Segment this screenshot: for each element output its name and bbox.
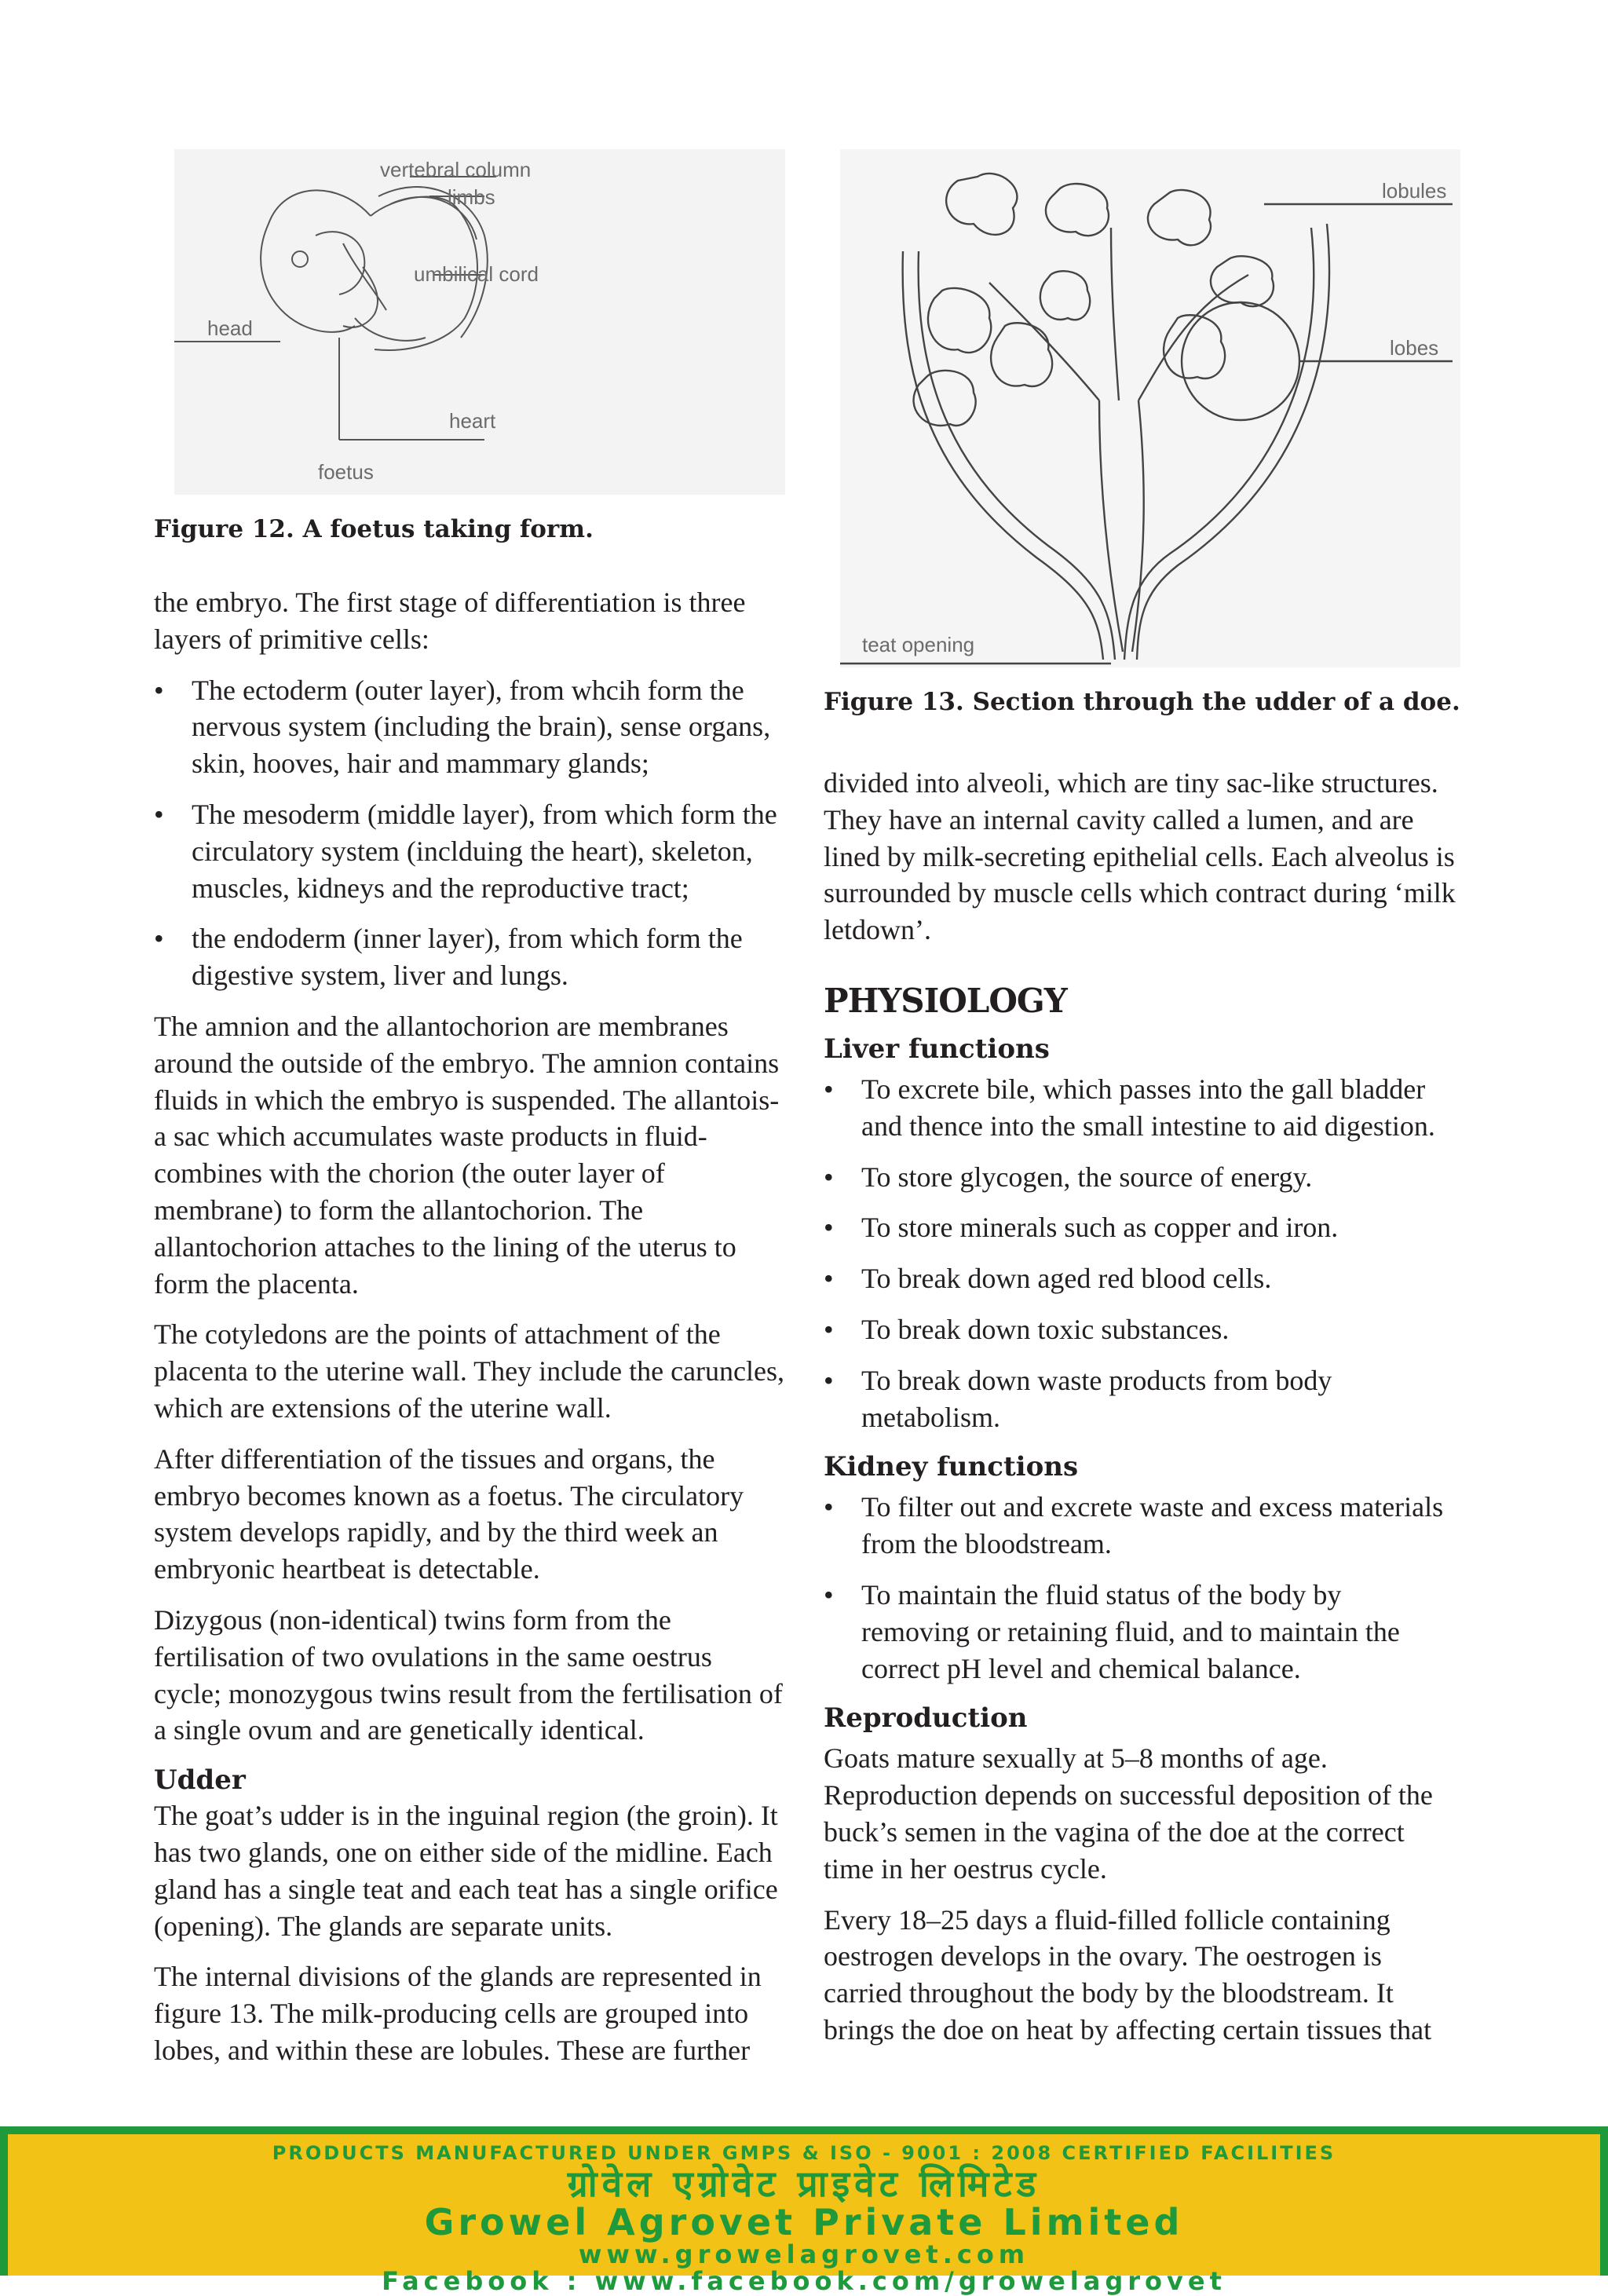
figure-13-udder-diagram	[840, 149, 1460, 667]
company-name: Growel Agrovet Private Limited	[424, 2201, 1184, 2243]
udder-illustration	[840, 149, 1460, 667]
figure-12-foetus-diagram	[174, 149, 785, 495]
paragraph: Every 18–25 days a fluid-filled follicle containing oestrogen develops in the ovary. The oestrogen is carried throughout the body by the bloodstream. It brings the doe on heat by affecting certain tissues that	[824, 1903, 1432, 2046]
list-item	[824, 1260, 1456, 1297]
label-umbilical-cord: umbilical cord	[414, 262, 539, 286]
bullet-icon: •	[824, 1491, 834, 1523]
certification-line: PRODUCTS MANUFACTURED UNDER GMPS & ISO - 9001 : 2008 CERTIFIED FACILITIES	[272, 2142, 1336, 2164]
label-lobes: lobes	[1390, 336, 1439, 360]
list-item-text: To maintain the fluid status of the body by removing or retaining fluid, and to maintain the correct pH level and chemical balance.	[861, 1578, 1400, 1684]
list-item	[824, 1577, 1456, 1687]
paragraph: After differentiation of the tissues and organs, the embryo becomes known as a foetus. The circulatory system develops rapidly, and by the third week an embryonic heartbeat is detectable.	[154, 1442, 744, 1585]
label-limbs: limbs	[448, 185, 495, 209]
bullet-icon: •	[154, 923, 164, 955]
list-item	[154, 796, 786, 906]
bullet-icon: •	[154, 798, 164, 830]
list-item	[154, 672, 786, 782]
paragraph: divided into alveoli, which are tiny sac-like structures. They have an internal cavity called a lumen, and are lined by milk-secreting epithelial cells. Each alveolus is surrounded by muscle cells which contract during ‘milk letdown’.	[824, 767, 1456, 946]
website-link[interactable]: www.growelagrovet.com	[578, 2239, 1030, 2269]
udder-heading: Udder	[154, 1764, 246, 1797]
list-item	[824, 1311, 1456, 1348]
bullet-icon: •	[824, 1161, 834, 1193]
list-item	[824, 1071, 1456, 1145]
paragraph: The internal divisions of the glands are represented in figure 13. The milk-producing cells are grouped into lobes, and within these are lobules. These are further	[154, 1961, 762, 2066]
list-item-text: To break down aged red blood cells.	[861, 1263, 1272, 1295]
list-item	[824, 1209, 1456, 1246]
paragraph: Dizygous (non-identical) twins form from the fertilisation of two ovulations in the same oestrus cycle; monozygous twins result from the fertilisation of a single ovum and are genetically identical.	[154, 1603, 783, 1746]
figure-12-caption: Figure 12. A foetus taking form.	[154, 515, 594, 543]
label-foetus: foetus	[318, 460, 374, 484]
list-item-text: To store minerals such as copper and iron.	[861, 1212, 1339, 1244]
figure-13-caption: Figure 13. Section through the udder of a doe.	[824, 688, 1460, 716]
reproduction-heading: Reproduction	[824, 1702, 1028, 1735]
paragraph: Goats mature sexually at 5–8 months of age. Reproduction depends on successful deposition of the buck’s semen in the vagina of the doe at the correct time in her oestrus cycle.	[824, 1742, 1433, 1885]
list-item-text: To excrete bile, which passes into the gall bladder and thence into the small intestine to aid digestion.	[861, 1073, 1435, 1142]
paragraph: the embryo. The first stage of differentiation is three layers of primitive cells:	[154, 587, 746, 655]
list-item	[154, 920, 786, 994]
liver-functions-list	[824, 1071, 1456, 1435]
right-column	[824, 765, 1456, 2063]
facebook-link[interactable]: Facebook : www.facebook.com/growelagrovet	[382, 2266, 1226, 2296]
label-lobules: lobules	[1382, 179, 1447, 203]
bullet-icon: •	[824, 1313, 834, 1345]
label-head: head	[207, 316, 253, 340]
paragraph: The amnion and the allantochorion are membranes around the outside of the embryo. The amnion contains fluids in which the embryo is suspended. The allantois-a sac which accumulates waste products in fluid-combines with the chorion (the outer layer of membrane) to form the allantochorion. The allantochorion attaches to the lining of the uterus to form the placenta.	[154, 1010, 780, 1300]
kidney-functions-heading: Kidney functions	[824, 1451, 1079, 1483]
bullet-icon: •	[154, 674, 164, 706]
list-item-text: To store glycogen, the source of energy.	[861, 1161, 1313, 1193]
bullet-icon: •	[824, 1364, 834, 1396]
bullet-icon: •	[824, 1212, 834, 1244]
liver-functions-heading: Liver functions	[824, 1033, 1050, 1065]
kidney-functions-list	[824, 1489, 1456, 1687]
paragraph: The cotyledons are the points of attachment of the placenta to the uterine wall. They include the caruncles, which are extensions of the uterine wall.	[154, 1318, 785, 1424]
list-item-text: the endoderm (inner layer), from which form the digestive system, liver and lungs.	[192, 923, 743, 992]
list-item-text: To break down toxic substances.	[861, 1313, 1230, 1345]
bullet-icon: •	[824, 1073, 834, 1105]
list-item	[824, 1159, 1456, 1196]
label-teat-opening: teat opening	[862, 633, 975, 656]
label-heart: heart	[449, 409, 496, 433]
physiology-heading: PHYSIOLOGY	[824, 981, 1067, 1020]
left-column	[154, 584, 786, 2083]
label-vertebral-column: vertebral column	[380, 158, 532, 181]
list-item	[824, 1489, 1456, 1563]
bullet-icon: •	[824, 1263, 834, 1295]
list-item-text: To filter out and excrete waste and excess materials from the bloodstream.	[861, 1491, 1444, 1560]
foetus-illustration	[174, 149, 785, 495]
bullet-icon: •	[824, 1578, 834, 1610]
company-name-hindi: ग्रोवेल एग्रोवेट प्राइवेट लिमिटेड	[567, 2163, 1041, 2205]
list-item	[824, 1362, 1456, 1436]
list-item-text: The mesoderm (middle layer), from which form the circulatory system (inclduing the heart), skeleton, muscles, kidneys and the reproductive tract;	[192, 798, 777, 904]
list-item-text: To break down waste products from body metabolism.	[861, 1364, 1332, 1433]
list-item-text: The ectoderm (outer layer), from whcih form the nervous system (including the brain), sense organs, skin, hooves, hair and mammary glands;	[192, 674, 771, 780]
footer-banner	[0, 2126, 1608, 2296]
germ-layers-list	[154, 672, 786, 994]
paragraph: The goat’s udder is in the inguinal region (the groin). It has two glands, one on either side of the midline. Each gland has a single teat and each teat has a single orifice (opening). The glands are separate units.	[154, 1800, 778, 1942]
